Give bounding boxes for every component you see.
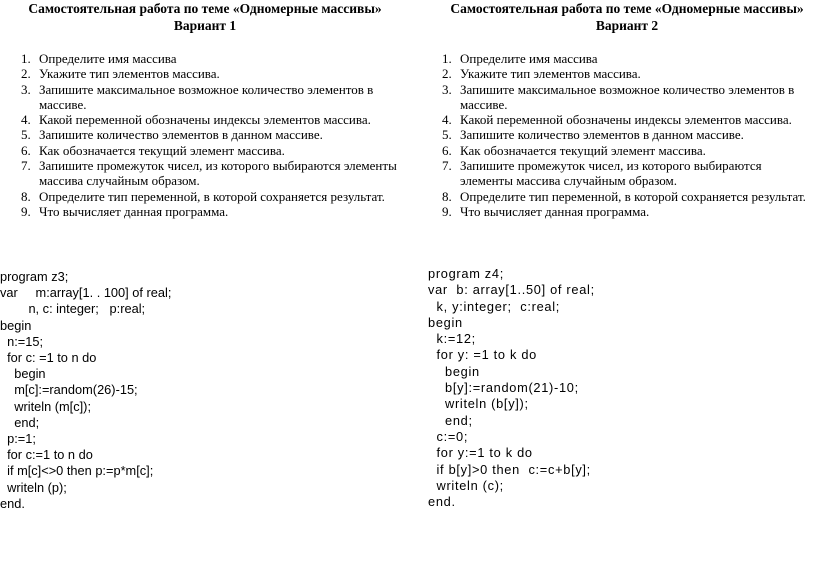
task-text: Запишите промежуток чисел, из которого выбираются элементы массива случайным образом.: [460, 158, 762, 189]
variant-2-title-number: Вариант 2: [595, 18, 659, 33]
task-item: [442, 189, 816, 204]
task-item: [21, 66, 401, 81]
task-item: [21, 189, 401, 204]
task-item: [21, 112, 401, 127]
task-text: Какой переменной обозначены индексы элементов массива.: [460, 112, 792, 128]
task-text: Что вычисляет данная программа.: [39, 203, 229, 219]
task-number: 4.: [21, 112, 31, 128]
task-item: [21, 204, 401, 219]
variant-1-title: [10, 0, 400, 34]
task-item: [442, 127, 816, 142]
task-text: Какой переменной обозначены индексы элементов массива.: [39, 112, 371, 128]
task-text: Как обозначается текущий элемент массива.: [460, 142, 706, 158]
task-text: Запишите максимальное возможное количество элементов в массиве.: [460, 81, 795, 112]
task-number: 6.: [442, 142, 452, 158]
task-number: 2.: [21, 66, 31, 82]
task-item: [442, 204, 816, 219]
variant-1-title-number: Вариант 1: [173, 18, 237, 33]
task-item: [21, 82, 401, 113]
task-item: [442, 51, 816, 66]
variant-2-title-topic: Самостоятельная работа по теме «Одномерные массивы»: [450, 1, 804, 16]
task-number: 5.: [21, 127, 31, 143]
task-number: 1.: [442, 51, 452, 66]
task-number: 5.: [442, 127, 452, 143]
task-item: [442, 82, 816, 113]
variant-2-program-code: program z4; var b: array[1..50] of real; k, y:integer; c:real; begin k:=12; for y: =1 to k do begin b[y]:=random(21)-10; writeln (b[y]); end; c:=0; for y:=1 to k do if b[y]>0 then c:=c+b[y]; writeln (c); end.: [428, 266, 595, 510]
task-text: Укажите тип элементов массива.: [460, 66, 641, 82]
task-text: Запишите количество элементов в данном массиве.: [39, 127, 323, 143]
task-item: [442, 66, 816, 81]
task-number: 7.: [21, 158, 31, 174]
task-number: 7.: [442, 158, 452, 174]
task-item: [442, 112, 816, 127]
task-number: 3.: [21, 81, 31, 97]
task-text: Укажите тип элементов массива.: [39, 66, 220, 82]
task-item: [442, 143, 816, 158]
task-number: 8.: [21, 188, 31, 204]
task-number: 9.: [442, 203, 452, 219]
task-text: Определите имя массива: [39, 51, 177, 66]
task-number: 1.: [21, 51, 31, 66]
task-number: 8.: [442, 188, 452, 204]
task-text: Запишите максимальное возможное количество элементов в массиве.: [39, 81, 374, 112]
task-text: Запишите количество элементов в данном массиве.: [460, 127, 744, 143]
task-text: Как обозначается текущий элемент массива.: [39, 142, 285, 158]
task-item: [21, 143, 401, 158]
task-number: 4.: [442, 112, 452, 128]
task-number: 3.: [442, 81, 452, 97]
task-item: [21, 158, 401, 189]
task-text: Определите имя массива: [460, 51, 598, 66]
variant-2-title: [438, 0, 816, 34]
task-text: Запишите промежуток чисел, из которого выбираются элементы массива случайным образом.: [39, 158, 397, 189]
task-number: 2.: [442, 66, 452, 82]
variant-1-section: [10, 0, 400, 219]
task-item: [442, 158, 816, 189]
task-text: Определите тип переменной, в которой сохраняется результат.: [39, 188, 385, 204]
task-text: Что вычисляет данная программа.: [460, 203, 650, 219]
task-item: [21, 51, 401, 66]
variant-2-task-list: [442, 51, 816, 219]
task-number: 6.: [21, 142, 31, 158]
task-text: Определите тип переменной, в которой сохраняется результат.: [460, 188, 806, 204]
variant-1-program-code: program z3; var m:array[1. . 100] of real; n, c: integer; p:real; begin n:=15; for c: =1 to n do begin m[c]:=random(26)-15; writeln (m[c]); end; p:=1; for c:=1 to n do if m[c]<>0 then p:=p*m[c]; writeln (p); end.: [0, 269, 172, 511]
variant-1-title-topic: Самостоятельная работа по теме «Одномерные массивы»: [28, 1, 382, 16]
variant-1-task-list: [21, 51, 401, 219]
variant-2-section: [438, 0, 816, 219]
task-number: 9.: [21, 203, 31, 219]
task-item: [21, 127, 401, 142]
